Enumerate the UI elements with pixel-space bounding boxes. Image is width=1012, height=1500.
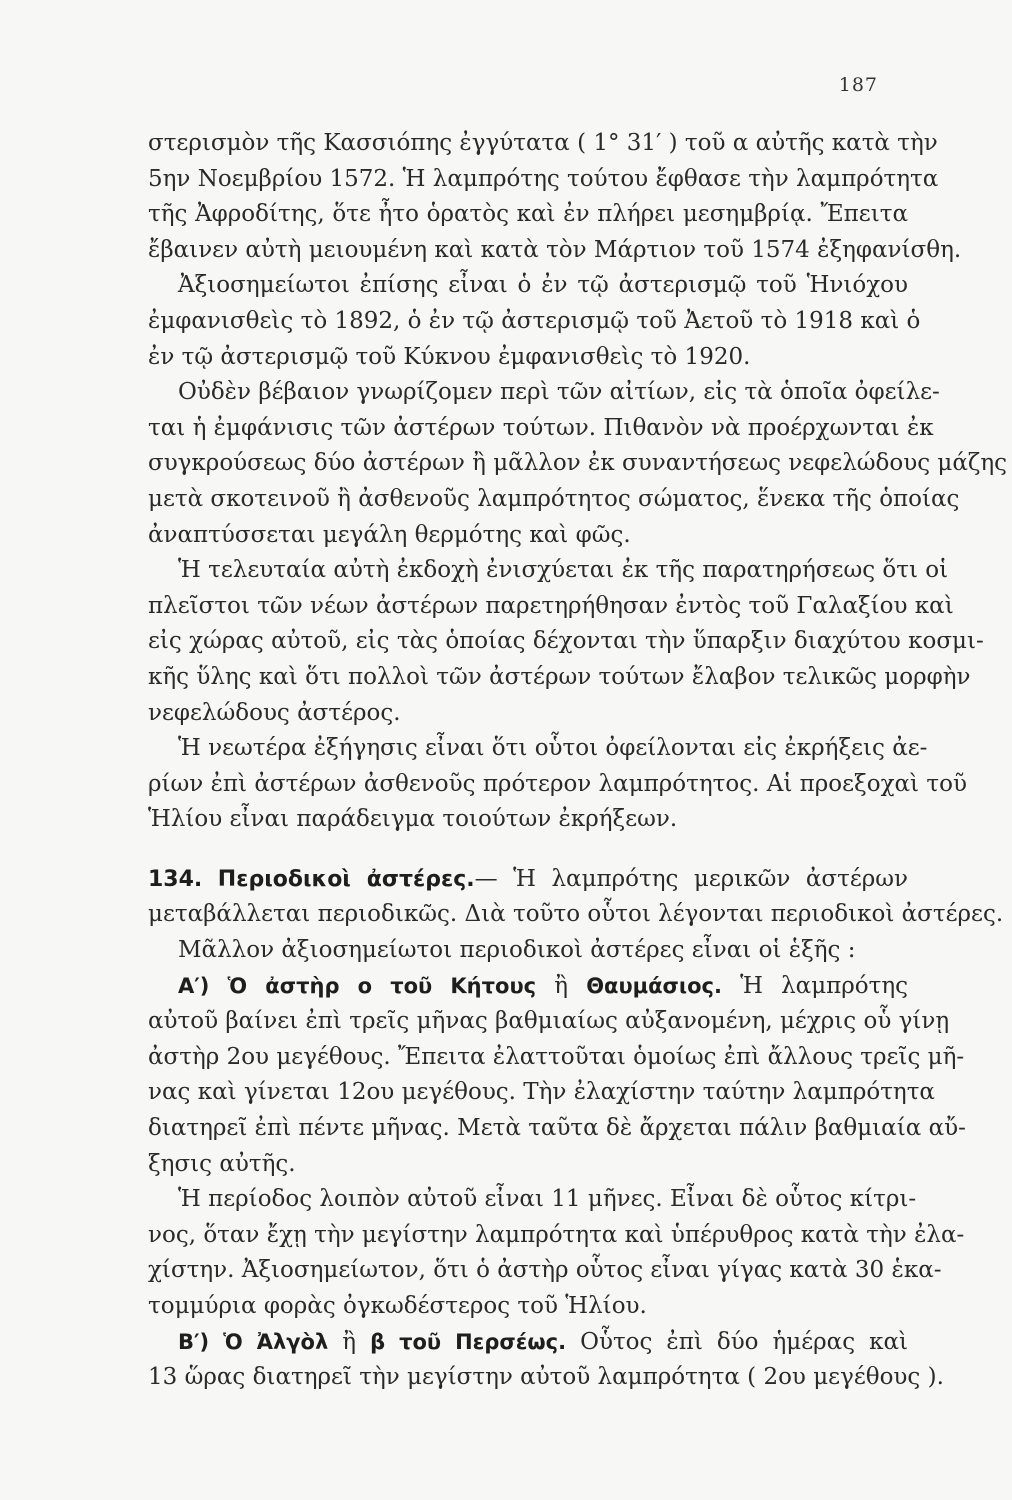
section-first-line-rest: Ἡ λαμπρότης μερικῶν ἀστέρων <box>513 865 909 892</box>
text-line: τῆς Ἀφροδίτης, ὅτε ἦτο ὁρατὸς καὶ ἐν πλήρει μεσημβρίᾳ. Ἔπειτα <box>148 201 908 228</box>
text-line: τομμύρια φορὰς ὀγκωδέστερος τοῦ Ἡλίου. <box>148 1293 647 1319</box>
item-a-or: ἢ <box>554 972 569 999</box>
item-b-label: Β′) Ὁ Ἀλγὸλ <box>178 1329 329 1354</box>
text-line: στερισμὸν τῆς Κασσιόπης ἐγγύτατα ( 1° 31′ ) τοῦ α αὐτῆς κατὰ τὴν <box>148 130 938 156</box>
text-line: ἐν τῷ ἀστερισμῷ τοῦ Κύκνου ἐμφανισθεὶς τὸ 1920. <box>148 343 751 370</box>
item-b-name: β τοῦ Περσέως. <box>370 1329 567 1354</box>
text-line: νεφελώδους ἀστέρος. <box>148 699 401 726</box>
section-paragraph <box>148 897 1004 968</box>
body-text <box>148 126 1008 1396</box>
text-line: νας καὶ γίνεται 12ου μεγέθους. Τὴν ἐλαχίστην ταύτην λαμπρότητα <box>148 1079 935 1106</box>
section-title: Περιοδικοὶ ἀστέρες. <box>217 866 475 892</box>
text-line: ρίων ἐπὶ ἀστέρων ἀσθενοῦς πρότερον λαμπρότητος. Αἱ προεξοχαὶ τοῦ <box>148 770 967 797</box>
section-dash: — <box>474 865 498 892</box>
section-heading-line <box>148 862 908 898</box>
text-line: πλεῖστοι τῶν νέων ἀστέρων παρετηρήθησαν ἐντὸς τοῦ Γαλαξίου καὶ <box>148 592 954 619</box>
text-line: συγκρούσεως δύο ἀστέρων ἢ μᾶλλον ἐκ συναντήσεως νεφελώδους μάζης <box>148 450 1008 477</box>
text-line: Ἡλίου εἶναι παράδειγμα τοιούτων ἐκρήξεων. <box>148 806 678 833</box>
paragraphs-intro <box>148 126 1008 838</box>
text-line: 5ην Νοεμβρίου 1572. Ἡ λαμπρότης τούτου ἔφθασε τὴν λαμπρότητα <box>148 165 939 192</box>
item-a-heading-line <box>148 969 908 1005</box>
text-line: Ἡ τελευταία αὐτὴ ἐκδοχὴ ἐνισχύεται ἐκ τῆς παρατηρήσεως ὅτι οἱ <box>178 557 949 584</box>
text-line: Ἡ περίοδος λοιπὸν αὐτοῦ εἶναι 11 μῆνες. Εἶναι δὲ οὗτος κίτρι- <box>178 1186 917 1213</box>
text-line: Οὐδὲν βέβαιον γνωρίζομεν περὶ τῶν αἰτίων, εἰς τὰ ὁποῖα ὀφείλε- <box>178 379 940 406</box>
text-line: Ἀξιοσημείωτοι ἐπίσης εἶναι ὁ ἐν τῷ ἀστερισμῷ τοῦ Ἡνιόχου <box>178 272 908 299</box>
text-line: ἀστὴρ 2ου μεγέθους. Ἔπειτα ἐλαττοῦται ὁμοίως ἐπὶ ἄλλους τρεῖς μῆ- <box>148 1043 965 1070</box>
text-line: χίστην. Ἀξιοσημείωτον, ὅτι ὁ ἀστὴρ οὗτος εἶναι γίγας κατὰ 30 ἑκα- <box>148 1257 942 1284</box>
section-gap <box>148 838 908 862</box>
text-line: ἀναπτύσσεται μεγάλη θερμότης καὶ φῶς. <box>148 521 631 548</box>
item-a-paragraph <box>148 1004 966 1324</box>
text-line: εἰς χώρας αὐτοῦ, εἰς τὰς ὁποίας δέχονται τὴν ὕπαρξιν διαχύτου κοσμι- <box>148 628 984 655</box>
item-b-paragraph <box>148 1360 944 1396</box>
text-line: κῆς ὕλης καὶ ὅτι πολλοὶ τῶν ἀστέρων τούτων ἔλαβον τελικῶς μορφὴν <box>148 663 971 690</box>
text-line: Μᾶλλον ἀξιοσημείωτοι περιοδικοὶ ἀστέρες εἶναι οἱ ἑξῆς : <box>178 937 856 964</box>
text-line: ἔβαινεν αὐτὴ μειουμένη καὶ κατὰ τὸν Μάρτιον τοῦ 1574 ἐξηφανίσθη. <box>148 236 962 263</box>
text-line: νος, ὅταν ἔχῃ τὴν μεγίστην λαμπρότητα καὶ ὑπέρυθρος κατὰ τὴν ἐλα- <box>148 1221 965 1248</box>
text-line: 13 ὥρας διατηρεῖ τὴν μεγίστην αὐτοῦ λαμπρότητα ( 2ου μεγέθους ). <box>148 1364 944 1391</box>
page-number: 187 <box>838 74 878 96</box>
text-line: ται ἡ ἐμφάνισις τῶν ἀστέρων τούτων. Πιθανὸν νὰ προέρχωνται ἐκ <box>148 414 934 441</box>
text-line: ξησις αὐτῆς. <box>148 1150 296 1177</box>
item-b-heading-line <box>148 1325 908 1361</box>
item-b-or: ἢ <box>342 1328 357 1355</box>
item-b-first-line-rest: Οὗτος ἐπὶ δύο ἡμέρας καὶ <box>580 1328 909 1355</box>
item-a-name: Θαυμάσιος. <box>586 973 722 998</box>
text-line: μεταβάλλεται περιοδικῶς. Διὰ τοῦτο οὗτοι λέγονται περιοδικοὶ ἀστέρες. <box>148 901 1004 928</box>
section-number: 134. <box>148 866 203 892</box>
text-line: μετὰ σκοτεινοῦ ἢ ἀσθενοῦς λαμπρότητος σώματος, ἕνεκα τῆς ὁποίας <box>148 485 960 512</box>
item-a-first-line-rest: Ἡ λαμπρότης <box>740 972 909 999</box>
text-line: διατηρεῖ ἐπὶ πέντε μῆνας. Μετὰ ταῦτα δὲ ἄρχεται πάλιν βαθμιαία αὔ- <box>148 1115 966 1142</box>
text-line: αὐτοῦ βαίνει ἐπὶ τρεῖς μῆνας βαθμιαίως αὐξανομένη, μέχρις οὗ γίνῃ <box>148 1008 950 1035</box>
item-a-label: Α′) Ὁ ἀστὴρ ο τοῦ Κήτους <box>178 973 537 998</box>
text-line: Ἡ νεωτέρα ἐξήγησις εἶναι ὅτι οὗτοι ὀφείλονται εἰς ἐκρήξεις ἀε- <box>178 735 928 762</box>
text-line: ἐμφανισθεὶς τὸ 1892, ὁ ἐν τῷ ἀστερισμῷ τοῦ Ἀετοῦ τὸ 1918 καὶ ὁ <box>148 307 921 334</box>
